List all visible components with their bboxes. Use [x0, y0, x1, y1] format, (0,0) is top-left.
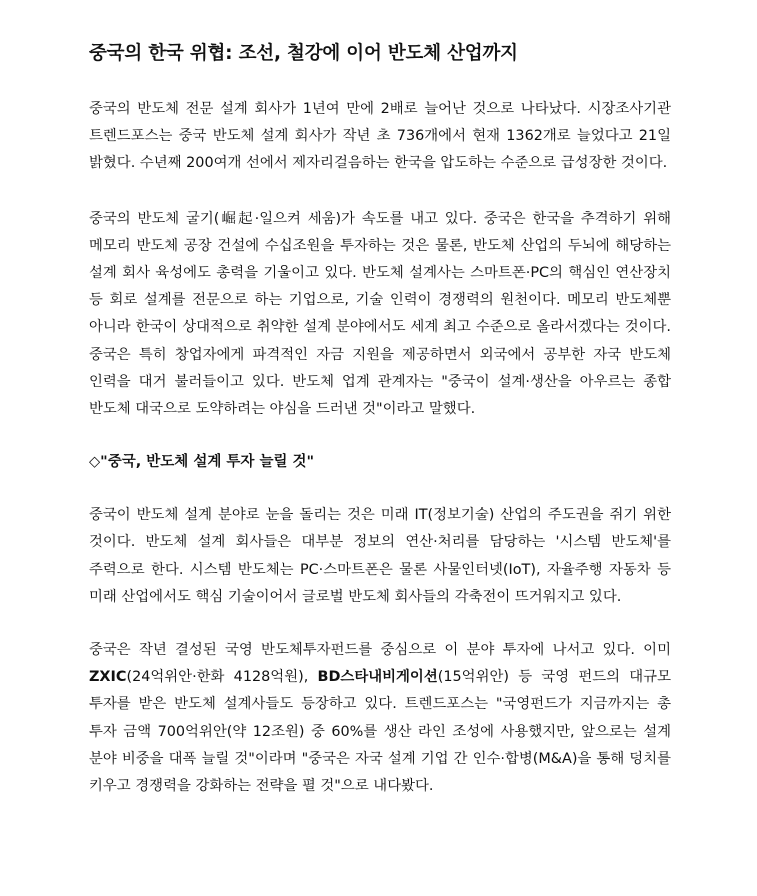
paragraph-4-text-2: (24억위안·한화 4128억원), [126, 669, 318, 686]
paragraph-4-text-3: (15억위안) 등 국영 펀드의 대규모 투자를 받은 반도체 설계사들도 등장하고 있다. 트렌드포스는 "국영펀드가 지금까지는 총 투자 금액 700억위안(약 12조원) 중 60%를 생산 라인 조성에 사용했지만, 앞으로는 설계 분야 비중을 대폭 늘릴 것"이라며 "중국은 자국 설계 기업 간 인수·합병(M&A)을 통해 덩치를 키우고 경쟁력을 강화하는 전략을 펼 것"으로 내다봤다. [89, 669, 671, 795]
company-name-zxic: ZXIC [89, 669, 127, 686]
paragraph-2: 중국의 반도체 굴기(崛起·일으켜 세움)가 속도를 내고 있다. 중국은 한국을 추격하기 위해 메모리 반도체 공장 건설에 수십조원을 투자하는 것은 물론, 반도체 산업의 두뇌에 해당하는 설계 회사 육성에도 총력을 기울이고 있다. 반도체 설계사는 스마트폰·PC의 핵심인 연산장치 등 회로 설계를 전문으로 하는 기업으로, 기술 인력이 경쟁력의 원천이다. 메모리 반도체뿐 아니라 한국이 상대적으로 취약한 설계 분야에서도 세계 최고 수준으로 올라서겠다는 것이다. 중국은 특히 창업자에게 파격적인 자금 지원을 제공하면서 외국에서 공부한 자국 반도체 인력을 대거 불러들이고 있다. 반도체 업계 관계자는 "중국이 설계·생산을 아우르는 종합 반도체 대국으로 도약하려는 야심을 드러낸 것"이라고 말했다. [89, 210, 671, 418]
section-subheading: ◇"중국, 반도체 설계 투자 늘릴 것" [89, 454, 315, 471]
paragraph-4-text-1: 중국은 작년 결성된 국영 반도체투자펀드를 중심으로 이 분야 투자에 나서고 있다. 이미 [89, 642, 671, 659]
paragraph-1: 중국의 반도체 전문 설계 회사가 1년여 만에 2배로 늘어난 것으로 나타났다. 시장조사기관 트렌드포스는 중국 반도체 설계 회사가 작년 초 736개에서 현재 1362개로 늘었다고 21일 밝혔다. 수년째 200여개 선에서 제자리걸음하는 한국을 압도하는 수준으로 급성장한 것이다. [89, 101, 671, 172]
article-title: 중국의 한국 위협: 조선, 철강에 이어 반도체 산업까지 [89, 43, 518, 64]
paragraph-3: 중국이 반도체 설계 분야로 눈을 돌리는 것은 미래 IT(정보기술) 산업의 주도권을 쥐기 위한 것이다. 반도체 설계 회사들은 대부분 정보의 연산·처리를 담당하는 '시스템 반도체'를 주력으로 한다. 시스템 반도체는 PC·스마트폰은 물론 사물인터넷(IoT), 자율주행 자동차 등 미래 산업에서도 핵심 기술이어서 글로벌 반도체 회사들의 각축전이 뜨거워지고 있다. [89, 507, 671, 605]
paragraph-4 [89, 637, 671, 800]
company-name-bd-star: BD스타내비게이션 [317, 669, 438, 686]
